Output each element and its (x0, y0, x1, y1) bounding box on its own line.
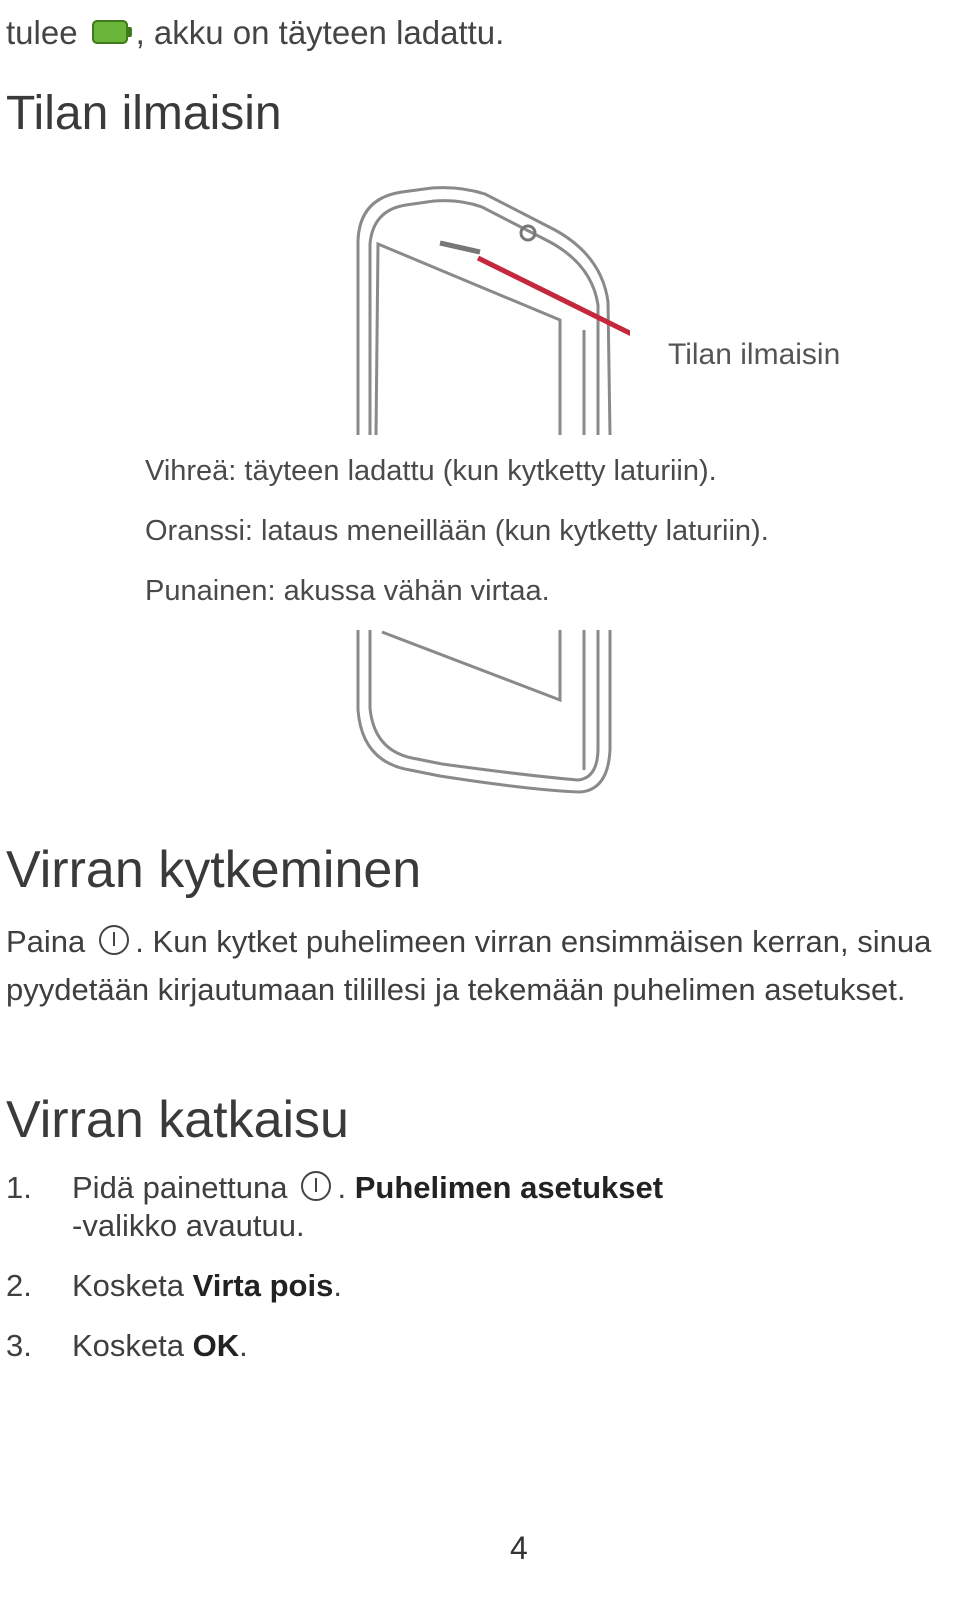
phone-illustration (340, 180, 630, 800)
indicator-callout-label: Tilan ilmaisin (668, 338, 841, 371)
step-bold-term: Puhelimen asetukset (354, 1170, 664, 1205)
step-text-line2: -valikko avautuu. (72, 1208, 305, 1243)
legend-green: Vihreä: täyteen ladattu (kun kytketty laturiin). (145, 455, 717, 487)
step-number: 2. (6, 1268, 32, 1303)
step-text-mid: . (337, 1170, 355, 1205)
status-indicator-heading: Tilan ilmaisin (6, 87, 282, 140)
step-text-post: . (333, 1268, 342, 1303)
battery-full-icon (92, 20, 128, 44)
step-text-pre: Pidä painettuna (72, 1170, 288, 1205)
power-on-text: . Kun kytket puhelimeen virran ensimmäisen kerran, sinua pyydetään kirjautumaan tilillesi ja tekemään puhelimen asetukset. (6, 924, 932, 1007)
power-icon (99, 925, 129, 955)
intro-line (6, 14, 504, 52)
page-number: 4 (510, 1530, 528, 1566)
intro-suffix: , akku on täyteen ladattu. (135, 14, 505, 51)
step-bold-term: OK (192, 1328, 240, 1363)
step-text (72, 1328, 248, 1364)
legend-orange: Oranssi: lataus meneillään (kun kytketty laturiin). (145, 515, 769, 547)
legend-red: Punainen: akussa vähän virtaa. (145, 575, 550, 607)
power-on-heading: Virran kytkeminen (6, 841, 422, 899)
power-on-paragraph (6, 918, 946, 1014)
step-text (72, 1268, 342, 1304)
step-bold-term: Virta pois (192, 1268, 334, 1303)
step-text-post: . (239, 1328, 248, 1363)
step-text-pre: Kosketa (72, 1328, 193, 1363)
press-label: Paina (6, 924, 86, 959)
step-text (72, 1170, 663, 1206)
power-icon (301, 1171, 331, 1201)
step-number: 1. (6, 1170, 32, 1205)
step-number: 3. (6, 1328, 32, 1363)
step-text-pre: Kosketa (72, 1268, 193, 1303)
power-off-heading: Virran katkaisu (6, 1091, 349, 1149)
intro-prefix: tulee (6, 14, 78, 51)
